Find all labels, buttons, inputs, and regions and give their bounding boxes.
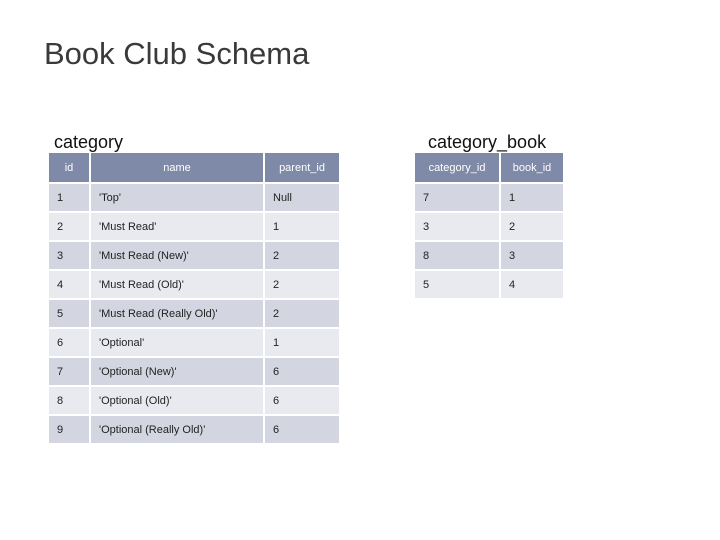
- cell-parent-id: 2: [265, 300, 339, 327]
- cell-book-id: 3: [501, 242, 563, 269]
- cell-book-id: 1: [501, 184, 563, 211]
- cell-category-id: 5: [415, 271, 499, 298]
- cell-category-id: 8: [415, 242, 499, 269]
- cell-id: 9: [49, 416, 89, 443]
- cell-name: 'Optional (New)': [91, 358, 263, 385]
- cell-parent-id: 6: [265, 416, 339, 443]
- cell-parent-id: Null: [265, 184, 339, 211]
- cell-name: 'Must Read (New)': [91, 242, 263, 269]
- cell-category-id: 7: [415, 184, 499, 211]
- table-row: [415, 271, 563, 298]
- cell-name: 'Must Read (Old)': [91, 271, 263, 298]
- cell-name: 'Must Read': [91, 213, 263, 240]
- cell-id: 7: [49, 358, 89, 385]
- table-row: [415, 184, 563, 211]
- cell-id: 4: [49, 271, 89, 298]
- cell-name: 'Top': [91, 184, 263, 211]
- table-row: [49, 416, 339, 443]
- table-row: [49, 271, 339, 298]
- table-row: [415, 242, 563, 269]
- cell-book-id: 2: [501, 213, 563, 240]
- cell-name: 'Optional (Old)': [91, 387, 263, 414]
- header-row: [49, 153, 339, 182]
- cell-id: 2: [49, 213, 89, 240]
- table-row: [49, 329, 339, 356]
- cell-id: 8: [49, 387, 89, 414]
- cell-id: 1: [49, 184, 89, 211]
- cell-id: 6: [49, 329, 89, 356]
- cell-name: 'Optional': [91, 329, 263, 356]
- cell-parent-id: 6: [265, 387, 339, 414]
- table-row: [49, 242, 339, 269]
- table-row: [49, 213, 339, 240]
- page-title: Book Club Schema: [44, 36, 310, 71]
- cell-parent-id: 1: [265, 213, 339, 240]
- column-header-parent-id: parent_id: [265, 153, 339, 182]
- category-book-table: [413, 151, 565, 300]
- column-header-category-id: category_id: [415, 153, 499, 182]
- table-row: [49, 300, 339, 327]
- table-row: [49, 358, 339, 385]
- cell-id: 5: [49, 300, 89, 327]
- cell-category-id: 3: [415, 213, 499, 240]
- column-header-id: id: [49, 153, 89, 182]
- table-row: [49, 387, 339, 414]
- cell-name: 'Must Read (Really Old)': [91, 300, 263, 327]
- cell-name: 'Optional (Really Old)': [91, 416, 263, 443]
- category-table: [47, 151, 341, 445]
- category-book-table-title: category_book: [428, 132, 547, 152]
- table-row: [49, 184, 339, 211]
- cell-parent-id: 2: [265, 242, 339, 269]
- table-row: [415, 213, 563, 240]
- cell-parent-id: 1: [265, 329, 339, 356]
- header-row: [415, 153, 563, 182]
- column-header-book-id: book_id: [501, 153, 563, 182]
- cell-book-id: 4: [501, 271, 563, 298]
- cell-parent-id: 6: [265, 358, 339, 385]
- category-table-title: category: [54, 132, 124, 152]
- column-header-name: name: [91, 153, 263, 182]
- cell-parent-id: 2: [265, 271, 339, 298]
- cell-id: 3: [49, 242, 89, 269]
